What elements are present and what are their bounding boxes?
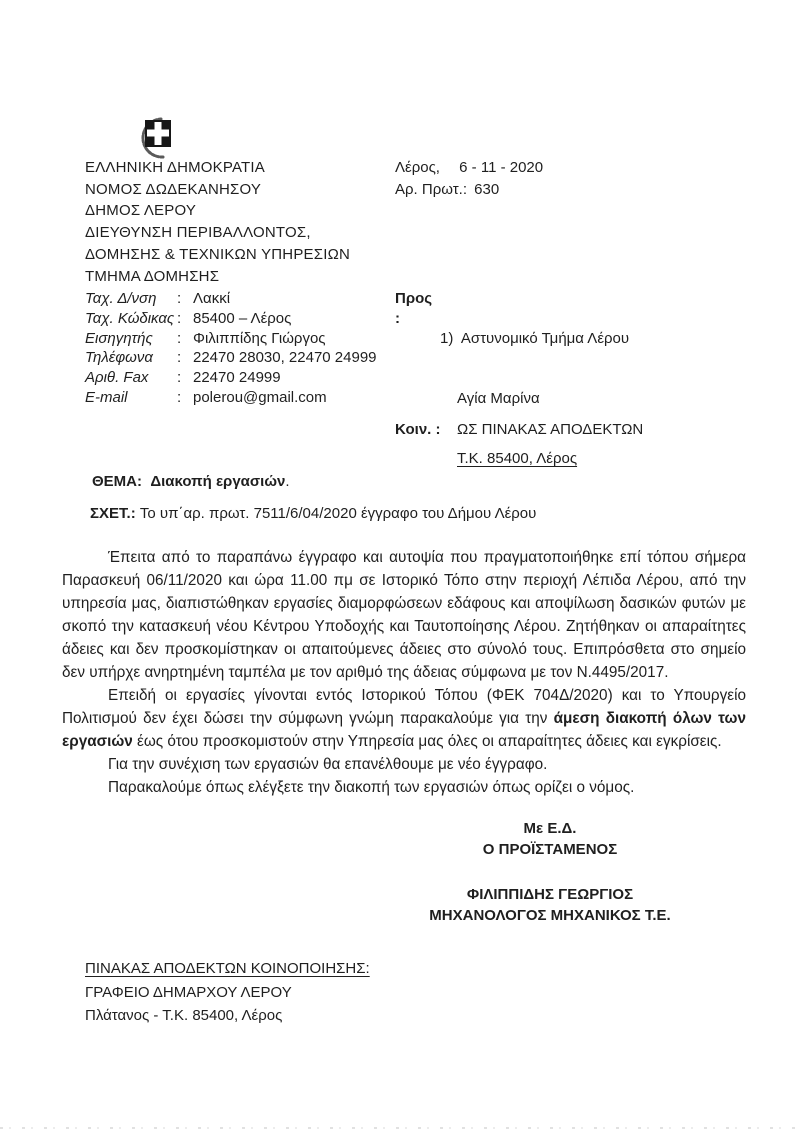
document-date: 6 - 11 - 2020 <box>459 159 544 176</box>
subject-line <box>92 473 290 490</box>
contact-label: Εισηγητής <box>85 329 153 347</box>
colon-separator: : <box>177 290 182 307</box>
signatory-name: ΦΙΛΙΠΠΙΔΗΣ ΓΕΩΡΓΙΟΣ <box>466 886 634 903</box>
agency-line: ΔΟΜΗΣΗΣ & ΤΕΧΝΙΚΩΝ ΥΠΗΡΕΣΙΩΝ <box>85 245 351 263</box>
colon-separator: : <box>177 329 182 347</box>
distribution-line: ΓΡΑΦΕΙΟ ΔΗΜΑΡΧΟΥ ΛΕΡΟΥ <box>85 983 292 1001</box>
contact-email-value: polerou@gmail.com <box>193 388 327 406</box>
body-paragraph-4: Παρακαλούμε όπως ελέγξετε την διακοπή των εργασιών όπως ορίζει ο νόμος. <box>108 779 635 796</box>
contact-label: Ταχ. Δ/νση <box>85 290 157 307</box>
reference-line <box>90 505 536 522</box>
pros-label: Προς : <box>395 290 433 327</box>
contact-row-fax <box>85 368 377 388</box>
place-date-row <box>395 157 543 179</box>
paragraph2-pre: Επειδή οι εργασίες γίνονται εντός Ιστορικού Τόπου (ΦΕΚ 704Δ/2020) και το Υπουργείο Πολιτισμού δεν έχει δώσει την σύμφωνη γνώμη παρακαλούμε για την <box>62 687 746 727</box>
contact-row-postal-code <box>85 309 377 329</box>
agency-line: ΤΜΗΜΑ ΔΟΜΗΣΗΣ <box>85 267 220 285</box>
agency-line: ΔΙΕΥΘΥΝΣΗ ΠΕΡΙΒΑΛΛΟΝΤΟΣ, <box>85 224 311 242</box>
signature-block <box>380 818 720 926</box>
body-paragraph-3: Για την συνέχιση των εργασιών θα επανέλθουμε με νέο έγγραφο. <box>108 756 548 773</box>
signatory-title: ΜΗΧΑΝΟΛΟΓΟΣ ΜΗΧΑΝΙΚΟΣ Τ.Ε. <box>429 907 671 924</box>
agency-line: ΝΟΜΟΣ ΔΩΔΕΚΑΝΗΣΟΥ <box>85 180 262 198</box>
contact-value: 22470 28030, 22470 24999 <box>193 349 377 367</box>
reference-text: Το υπ΄αρ. πρωτ. 7511/6/04/2020 έγγραφο του Δήμου Λέρου <box>139 505 537 522</box>
contact-value: Λακκί <box>193 290 231 307</box>
distribution-line: Πλάτανος - Τ.Κ. 85400, Λέρος <box>85 1007 283 1024</box>
contact-row-phones <box>85 348 377 368</box>
contact-row-address <box>85 289 377 309</box>
agency-header <box>85 157 350 287</box>
recipient-line: 1) Αστυνομικό Τμήμα Λέρου <box>440 330 630 347</box>
colon-separator: : <box>177 388 182 406</box>
agency-line: ΔΗΜΟΣ ΛΕΡΟΥ <box>85 202 197 220</box>
contact-row-email <box>85 388 377 408</box>
body-paragraph-1: Έπειτα από το παραπάνω έγγραφο και αυτοψία που πραγματοποιήθηκε επί τόπου σήμερα Παρασκευή 06/11/2020 και ώρα 11.00 πμ σε Ιστορικό Τόπο στην περιοχή Λέπιδα Λέρου, από την υπηρεσία μας, διαπιστώθηκαν εργασίες διαμορφώσεων εδάφους και αποψίλωση δασικών φυτών με σκοπό την κατασκευή νέου Κέντρου Υποδοχής και Ταυτοποίησης Λέρου. Ζητήθηκαν οι απαραίτητες άδειες και δεν προσκομίστηκαν οι απαιτούμενες άδειες στο σύνολό τους. Επιπρόσθετα στο σημείο δεν υπήρχε ανηρτημένη ταμπέλα με τον αριθμό της άδειας σύμφωνα με τον Ν.4495/2017. <box>62 549 746 681</box>
paragraph2-bold-phrase: άμεση διακοπή όλων των εργασιών <box>62 710 746 750</box>
place-label: Λέρος, <box>395 159 440 176</box>
subject-period: . <box>285 473 290 490</box>
contact-label: Αριθ. Fax <box>85 369 149 387</box>
colon-separator: : <box>177 349 182 367</box>
recipient-lines <box>440 289 629 509</box>
colon-separator: : <box>177 309 182 327</box>
subject-label: ΘΕΜΑ: <box>92 473 142 490</box>
signature-authority-line: Με Ε.Δ. <box>523 820 577 837</box>
subject-text: Διακοπή εργασιών <box>150 473 286 490</box>
contact-row-rapporteur <box>85 329 377 349</box>
signature-gap <box>380 860 720 884</box>
scan-noise-strip <box>0 1127 800 1129</box>
letter-body <box>62 546 746 799</box>
protocol-row <box>395 179 543 201</box>
protocol-label: Αρ. Πρωτ.: <box>395 180 467 198</box>
colon-separator: : <box>177 369 182 387</box>
recipient-line: Αγία Μαρίνα <box>457 390 540 407</box>
distribution-list <box>85 957 370 1028</box>
contact-block <box>85 289 377 408</box>
cc-row <box>395 421 643 438</box>
reference-label: ΣΧΕΤ.: <box>90 505 136 522</box>
recipient-block <box>395 289 629 509</box>
signature-role-line: Ο ΠΡΟΪΣΤΑΜΕΝΟΣ <box>482 841 618 858</box>
recipient-line-underlined: Τ.Κ. 85400, Λέρος <box>457 450 578 467</box>
contact-label: E-mail <box>85 388 128 406</box>
cc-value: ΩΣ ΠΙΝΑΚΑΣ ΑΠΟΔΕΚΤΩΝ <box>457 421 644 438</box>
contact-label: Ταχ. Κώδικας <box>85 309 175 327</box>
date-protocol-block <box>395 157 543 200</box>
agency-line: ΕΛΛΗΝΙΚΗ ΔΗΜΟΚΡΑΤΙΑ <box>85 159 265 176</box>
greek-national-emblem-icon <box>130 116 178 162</box>
body-paragraph-2 <box>62 684 746 753</box>
contact-label: Τηλέφωνα <box>85 349 153 367</box>
distribution-heading: ΠΙΝΑΚΑΣ ΑΠΟΔΕΚΤΩΝ ΚΟΙΝΟΠΟΙΗΣΗΣ: <box>85 960 370 977</box>
paragraph2-post: έως ότου προσκομιστούν στην Υπηρεσία μας όλες οι απαραίτητες άδειες και εγκρίσεις. <box>132 733 722 750</box>
protocol-number: 630 <box>474 180 500 198</box>
cc-label: Κοιν. : <box>395 421 441 438</box>
contact-value: 22470 24999 <box>193 369 281 387</box>
contact-value: Φιλιππίδης Γιώργος <box>193 329 326 347</box>
contact-value: 85400 – Λέρος <box>193 309 292 327</box>
